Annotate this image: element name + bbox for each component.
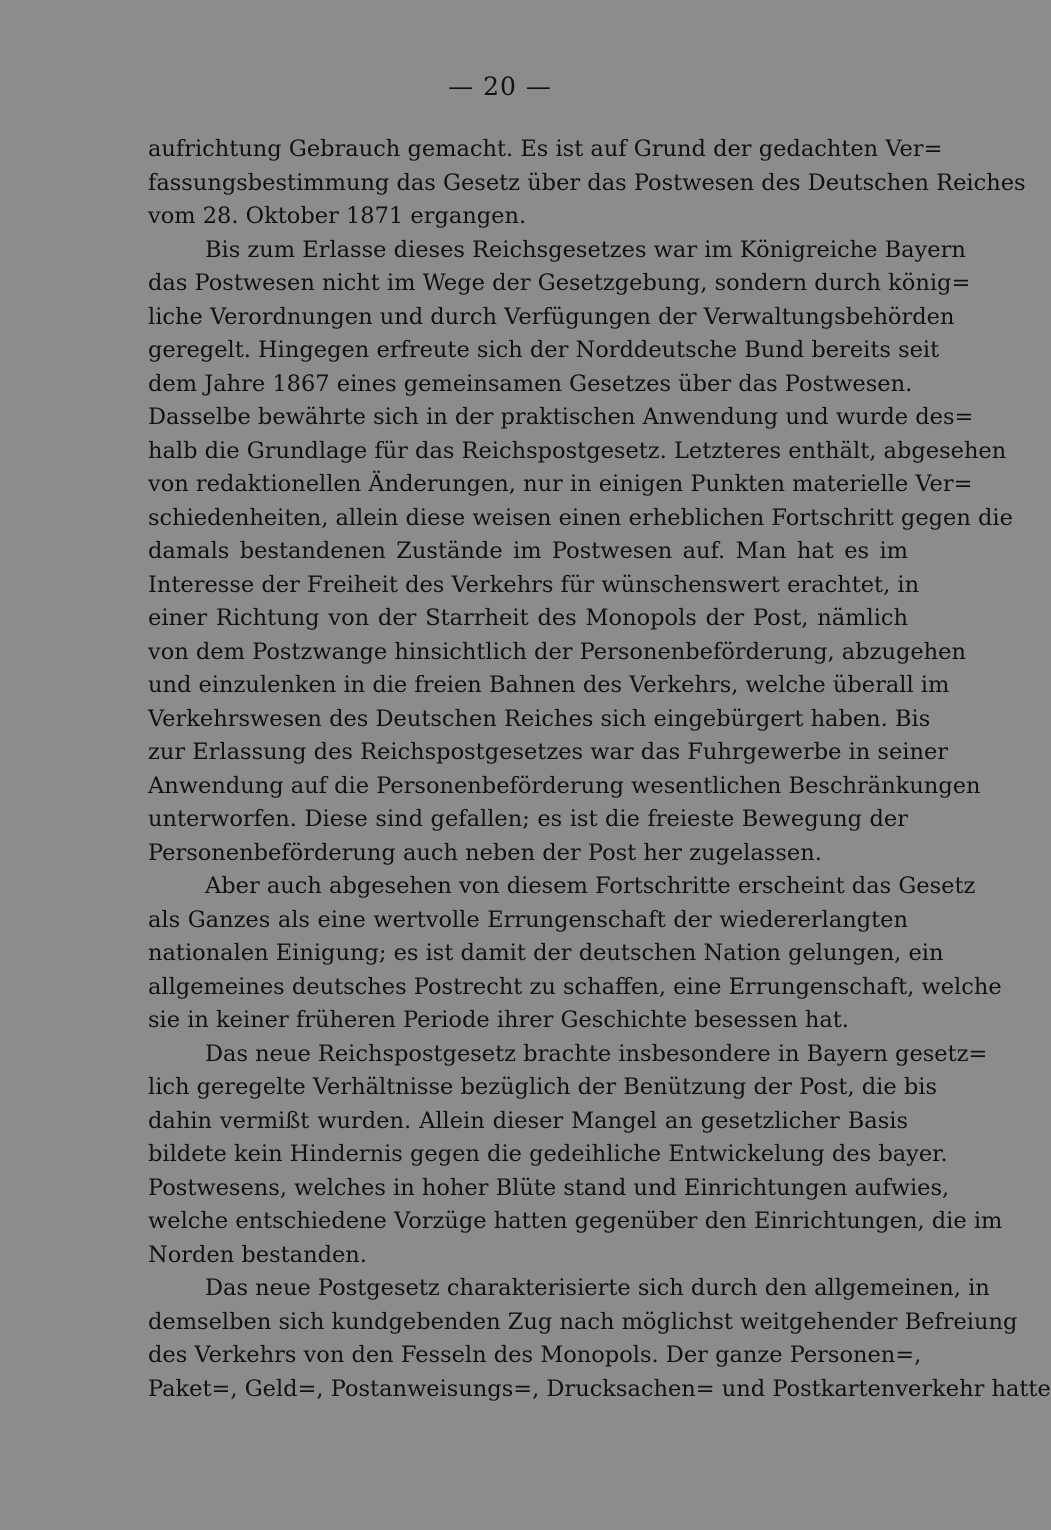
text-line: damals bestandenen Zustände im Postwesen auf. Man hat es im xyxy=(148,538,908,564)
paragraph xyxy=(148,1038,1003,1273)
text-line: allgemeines deutsches Postrecht zu schaffen, eine Errungenschaft, welche xyxy=(148,973,1002,1000)
paragraph xyxy=(148,133,1026,234)
text-line: einer Richtung von der Starrheit des Monopols der Post, nämlich xyxy=(148,605,908,631)
text-line: welche entschiedene Vorzüge hatten gegenüber den Einrichtungen, die im xyxy=(148,1208,1003,1234)
text-line: dem Jahre 1867 eines gemeinsamen Gesetzes über das Postwesen. xyxy=(148,370,913,397)
text-line: Paket=, Geld=, Postanweisungs=, Drucksachen= und Postkartenverkehr hatte xyxy=(148,1375,1051,1402)
text-line: Verkehrswesen des Deutschen Reiches sich eingebürgert haben. Bis xyxy=(148,705,931,732)
text-line: Aber auch abgesehen von diesem Fortschritte erscheint das Gesetz xyxy=(205,873,976,899)
text-line: Das neue Postgesetz charakterisierte sich durch den allgemeinen, in xyxy=(205,1275,990,1301)
text-line: lich geregelte Verhältnisse bezüglich der Benützung der Post, die bis xyxy=(148,1074,937,1100)
text-line: unterworfen. Diese sind gefallen; es ist die freieste Bewegung der xyxy=(148,806,908,832)
text-line: von redaktionellen Änderungen, nur in einigen Punkten materielle Ver= xyxy=(148,471,973,497)
text-line: Dasselbe bewährte sich in der praktischen Anwendung und wurde des= xyxy=(148,404,974,430)
paragraph xyxy=(148,870,1002,1038)
text-line: das Postwesen nicht im Wege der Gesetzgebung, sondern durch könig= xyxy=(148,270,971,296)
text-line: vom 28. Oktober 1871 ergangen. xyxy=(148,203,527,229)
paragraph xyxy=(148,234,1013,871)
text-line: bildete kein Hindernis gegen die gedeihliche Entwickelung des bayer. xyxy=(148,1141,948,1167)
text-line: liche Verordnungen und durch Verfügungen der Verwaltungsbehörden xyxy=(148,303,955,330)
text-line: schiedenheiten, allein diese weisen einen erheblichen Fortschritt gegen die xyxy=(148,504,1013,531)
text-line: geregelt. Hingegen erfreute sich der Norddeutsche Bund bereits seit xyxy=(148,337,940,363)
text-line: Das neue Reichspostgesetz brachte insbesondere in Bayern gesetz= xyxy=(205,1040,988,1067)
text-line: aufrichtung Gebrauch gemacht. Es ist auf Grund der gedachten Ver= xyxy=(148,136,943,162)
text-line: als Ganzes als eine wertvolle Errungenschaft der wiedererlangten xyxy=(148,906,908,933)
text-line: demselben sich kundgebenden Zug nach möglichst weitgehender Befreiung xyxy=(148,1308,1018,1335)
page-number: — 20 — xyxy=(448,72,552,101)
text-line: Interesse der Freiheit des Verkehrs für wünschenswert erachtet, in xyxy=(148,571,920,598)
text-line: des Verkehrs von den Fesseln des Monopols. Der ganze Personen=, xyxy=(148,1342,922,1368)
text-line: dahin vermißt wurden. Allein dieser Mangel an gesetzlicher Basis xyxy=(148,1107,908,1134)
text-line: nationalen Einigung; es ist damit der deutschen Nation gelungen, ein xyxy=(148,940,944,966)
text-line: Bis zum Erlasse dieses Reichsgesetzes war im Königreiche Bayern xyxy=(205,236,966,263)
text-line: und einzulenken in die freien Bahnen des Verkehrs, welche überall im xyxy=(148,672,950,698)
text-line: Personenbeförderung auch neben der Post her zugelassen. xyxy=(148,839,822,866)
text-line: Anwendung auf die Personenbeförderung wesentlichen Beschränkungen xyxy=(148,772,981,799)
text-line: halb die Grundlage für das Reichspostgesetz. Letzteres enthält, abgesehen xyxy=(148,437,1007,464)
text-line: von dem Postzwange hinsichtlich der Personenbeförderung, abzugehen xyxy=(148,638,966,665)
document-body xyxy=(148,133,1051,1406)
paragraph xyxy=(148,1272,1051,1406)
text-line: sie in keiner früheren Periode ihrer Geschichte besessen hat. xyxy=(148,1007,849,1033)
text-line: zur Erlassung des Reichspostgesetzes war das Fuhrgewerbe in seiner xyxy=(148,739,949,765)
text-line: Postwesens, welches in hoher Blüte stand und Einrichtungen aufwies, xyxy=(148,1174,950,1201)
text-line: fassungsbestimmung das Gesetz über das Postwesen des Deutschen Reiches xyxy=(148,169,1026,196)
text-line: Norden bestanden. xyxy=(148,1241,367,1268)
